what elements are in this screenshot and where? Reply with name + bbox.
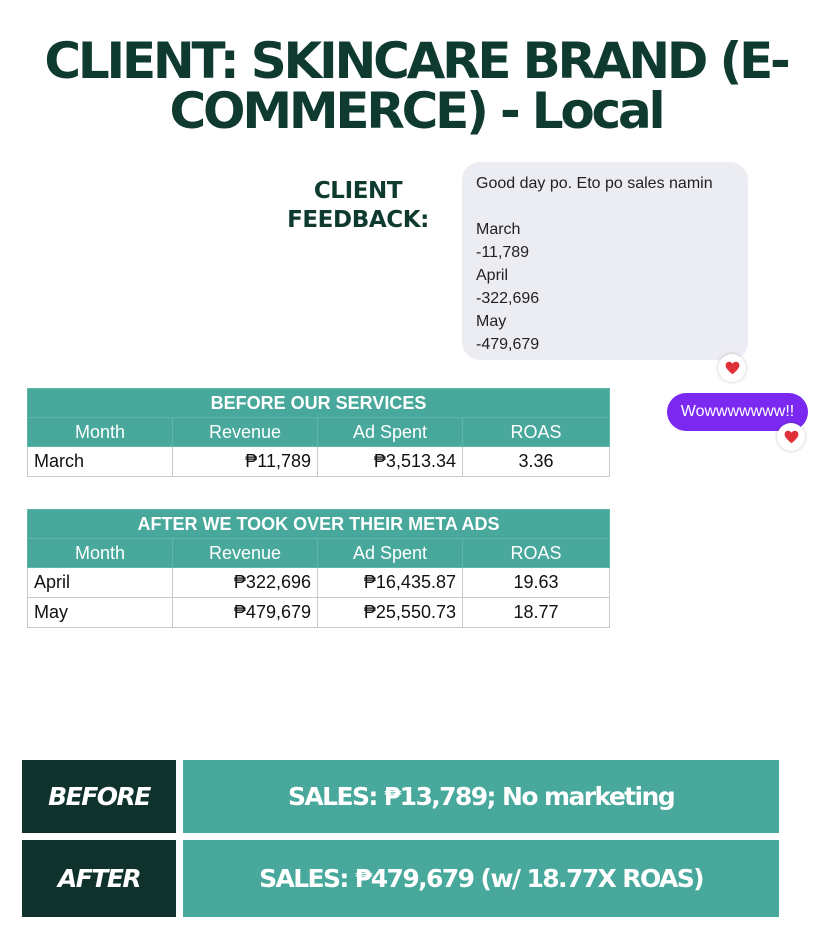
month-cell: May [28, 598, 173, 628]
client-feedback-label [268, 177, 448, 235]
table-row [28, 598, 610, 628]
message-line: May [476, 313, 507, 330]
before-summary-label: BEFORE [22, 760, 176, 833]
column-header: ROAS [463, 539, 610, 568]
ad-spent-cell: ₱3,513.34 [318, 447, 463, 477]
message-line: -11,789 [476, 244, 530, 261]
month-cell: March [28, 447, 173, 477]
table-banner: BEFORE OUR SERVICES [28, 389, 610, 418]
roas-cell: 19.63 [463, 568, 610, 598]
heart-reaction-icon[interactable] [718, 354, 746, 382]
roas-cell: 18.77 [463, 598, 610, 628]
message-line: March [476, 221, 521, 238]
heart-icon [725, 361, 740, 375]
outgoing-message-bubble: Wowwwwwww!! [667, 393, 808, 431]
heart-reaction-icon[interactable] [777, 423, 805, 451]
revenue-cell: ₱322,696 [173, 568, 318, 598]
column-header: Month [28, 539, 173, 568]
column-header: Revenue [173, 418, 318, 447]
client-feedback-label-line-2: FEEDBACK: [287, 207, 429, 233]
client-feedback-label-line-1: CLIENT [313, 178, 403, 204]
ad-spent-cell: ₱25,550.73 [318, 598, 463, 628]
message-line: -322,696 [476, 290, 540, 307]
before-services-table [27, 388, 610, 477]
column-header: Revenue [173, 539, 318, 568]
heart-icon [784, 430, 799, 444]
column-header: Month [28, 418, 173, 447]
before-summary-value: SALES: ₱13,789; No marketing [183, 760, 779, 833]
column-header: Ad Spent [318, 539, 463, 568]
after-services-table [27, 509, 610, 628]
revenue-cell: ₱11,789 [173, 447, 318, 477]
message-line: Good day po. Eto po sales namin [476, 175, 713, 192]
message-line: April [476, 267, 509, 284]
column-header: Ad Spent [318, 418, 463, 447]
message-line: -479,679 [476, 336, 540, 353]
table-row [28, 568, 610, 598]
page-title-line-1: CLIENT: SKINCARE BRAND (E- [44, 32, 788, 90]
page-title [0, 32, 832, 140]
roas-cell: 3.36 [463, 447, 610, 477]
table-row [28, 447, 610, 477]
page-title-line-2: COMMERCE) - Local [169, 82, 663, 140]
table-banner: AFTER WE TOOK OVER THEIR META ADS [28, 510, 610, 539]
ad-spent-cell: ₱16,435.87 [318, 568, 463, 598]
revenue-cell: ₱479,679 [173, 598, 318, 628]
incoming-message-bubble [462, 162, 748, 360]
month-cell: April [28, 568, 173, 598]
message-line [476, 195, 734, 218]
after-summary-value: SALES: ₱479,679 (w/ 18.77X ROAS) [183, 840, 779, 917]
after-summary-label: AFTER [22, 840, 176, 917]
column-header: ROAS [463, 418, 610, 447]
